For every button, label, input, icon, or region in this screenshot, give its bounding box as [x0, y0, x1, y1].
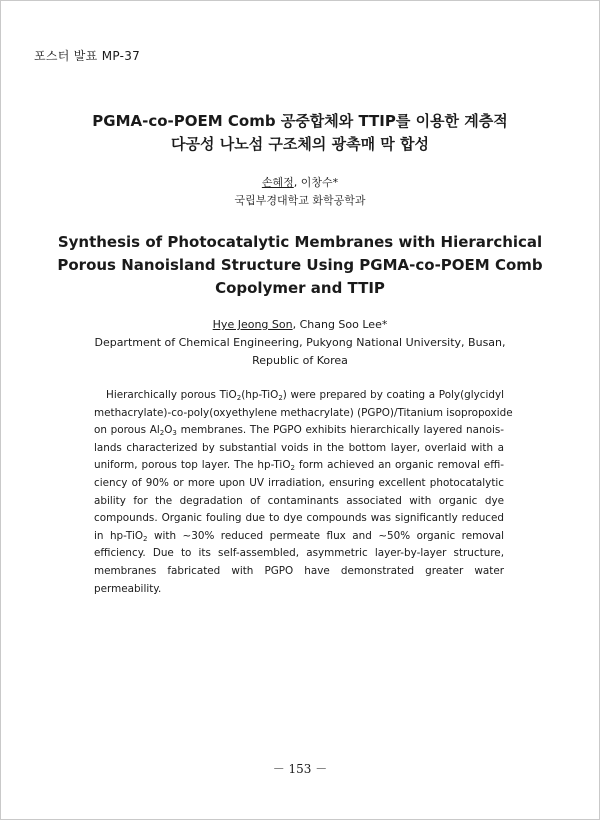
abstract-line: ability for the degradation of contaminants associated with organic dye — [94, 494, 504, 507]
page-number: － 153 － — [272, 762, 328, 776]
korean-presenting-author: 손혜정 — [261, 176, 294, 189]
abstract-body — [94, 387, 513, 598]
abstract-line: methacrylate)-co-poly(oxyethylene methacrylate) (PGPO)/Titanium isopropoxide — [94, 406, 513, 419]
abstract-line: on porous $Al_2O_3$ membranes. The PGPO exhibits hierarchically layered nanois- — [94, 424, 504, 438]
korean-title-line-1: PGMA-co-POEM Comb 공중합체와 TTIP를 이용한 계층적 — [92, 112, 508, 130]
english-authors — [0, 318, 600, 331]
english-title-line-1: Synthesis of Photocatalytic Membranes with Hierarchical — [57, 233, 543, 251]
korean-title-line-2: 다공성 나노섬 구조체의 광촉매 막 합성 — [171, 135, 429, 153]
abstract-line: membranes fabricated with PGPO have demonstrated greater water — [94, 564, 504, 577]
abstract-line: in hp-TiO$_2$ with ~30% reduced permeate flux and ~50% organic removal — [94, 529, 505, 543]
english-author-separator: , — [292, 318, 300, 331]
english-affiliation-line-1: Department of Chemical Engineering, Pukyong National University, Busan, — [94, 336, 506, 349]
korean-corresponding-author: 이창수* — [300, 176, 339, 189]
session-label: 포스터 발표 MP-37 — [34, 49, 141, 63]
abstract-line: uniform, porous top layer. The hp-TiO$_2$ form achieved an organic removal effi- — [94, 459, 504, 473]
korean-affiliation: 국립부경대학교 화학공학과 — [234, 194, 366, 207]
korean-author-separator: , — [293, 176, 301, 189]
english-affiliation-line-2: Republic of Korea — [252, 354, 348, 367]
abstract-line: ciency of 90% or more upon UV irradiation, ensuring excellent photocatalytic — [94, 476, 504, 489]
english-corresponding-author: Chang Soo Lee* — [299, 318, 388, 331]
english-presenting-author: Hye Jeong Son — [212, 318, 293, 331]
korean-title — [40, 110, 560, 156]
english-title-line-2: Porous Nanoisland Structure Using PGMA-co-POEM Comb — [57, 256, 543, 274]
abstract-line: efficiency. Due to its self-assembled, asymmetric layer-by-layer structure, — [94, 547, 504, 560]
abstract-line: Hierarchically porous TiO$_2$(hp-TiO$_2$) were prepared by coating a Poly(glycidyl — [106, 389, 504, 402]
abstract-line: lands characterized by substantial voids in the bottom layer, overlaid with a — [94, 441, 504, 454]
english-affiliation — [60, 334, 540, 370]
english-title-line-3: Copolymer and TTIP — [215, 279, 385, 297]
abstract-line: permeability. — [94, 582, 162, 595]
english-title — [40, 231, 560, 300]
abstract-line: compounds. Organic fouling due to dye compounds was significantly reduced — [94, 512, 504, 525]
korean-authors — [0, 174, 600, 190]
